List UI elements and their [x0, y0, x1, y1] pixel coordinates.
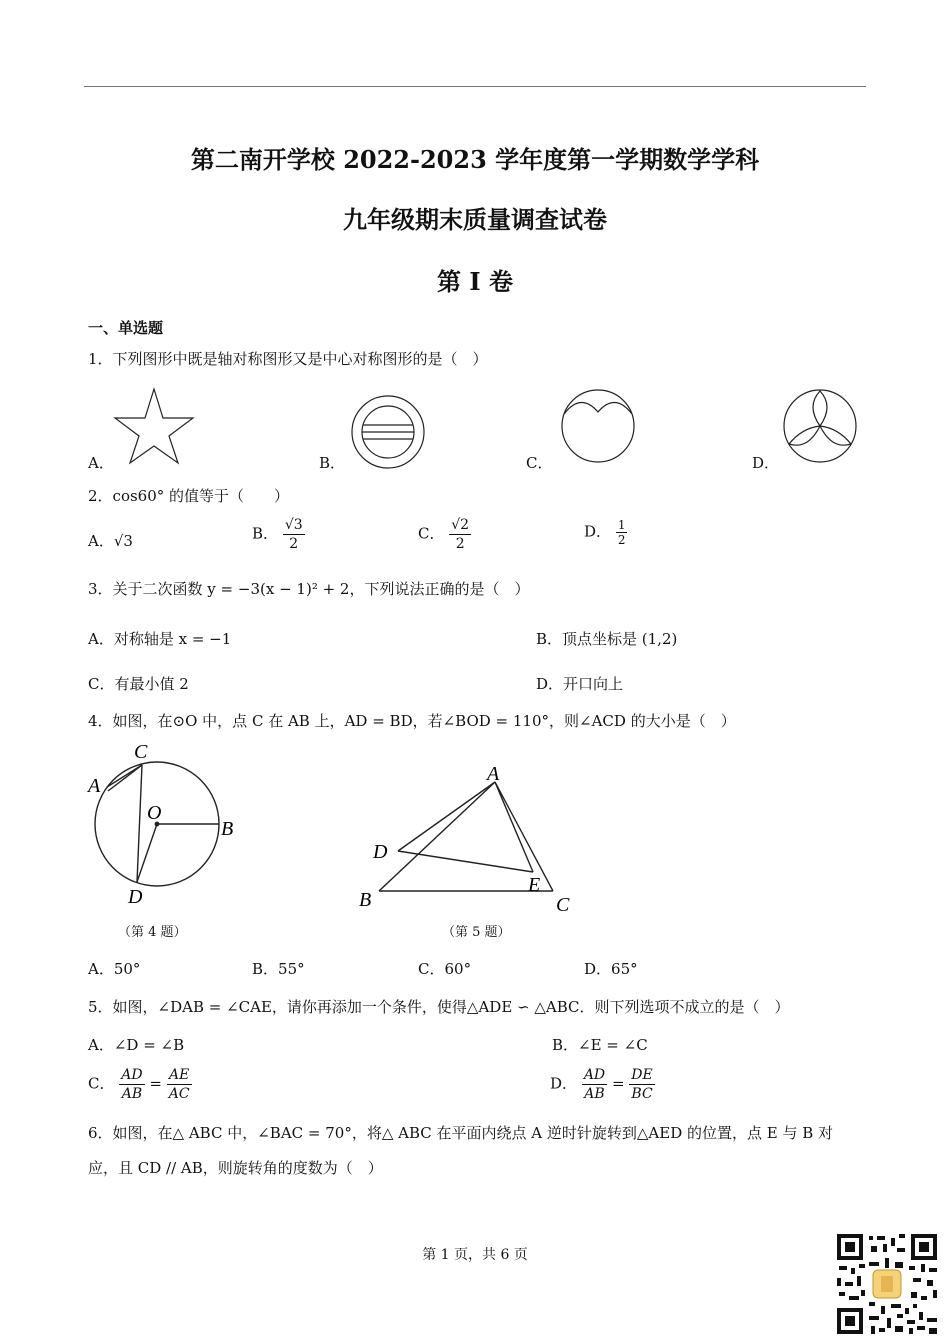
figure-5-caption: （第 5 题） — [442, 925, 511, 940]
q5-option-d-fraction-right: $\frac{DE}{BC}$ — [631, 1067, 653, 1102]
point-label-c: C — [556, 894, 570, 916]
q2-option-d-label: D． — [584, 522, 612, 541]
circle-trefoil-figure — [780, 388, 860, 468]
q5-option-c-fraction-right: $\frac{AE}{AC}$ — [168, 1067, 190, 1102]
q2-option-d — [584, 518, 627, 547]
q2-option-c-fraction: $\frac{√2}{2}$ — [451, 517, 470, 552]
page-footer: 第 1 页，共 6 页 — [422, 1247, 528, 1263]
exam-subtitle: 九年级期末质量调查试卷 — [343, 205, 607, 234]
point-label-d: D — [128, 886, 143, 908]
section-heading: 一、单选题 — [88, 319, 164, 337]
q5-option-d-fraction-left: $\frac{AD}{AB}$ — [583, 1067, 606, 1102]
top-rule — [84, 86, 866, 87]
question-2-stem: 2．cos60° 的值等于（ ） — [88, 487, 290, 505]
q5-option-c-fraction-left: $\frac{AD}{AB}$ — [121, 1067, 143, 1102]
point-label-b: B — [221, 818, 234, 840]
equals-sign: = — [611, 1074, 625, 1093]
q2-option-b — [252, 516, 305, 553]
sqrt-symbol: √ — [113, 532, 124, 550]
q5-option-c-label: C． — [88, 1074, 115, 1093]
q2-option-a — [88, 530, 133, 551]
point-label-a: A — [487, 763, 500, 785]
star-figure — [112, 385, 196, 465]
q5-triangle-figure — [355, 760, 585, 920]
q5-option-c — [88, 1066, 192, 1103]
q4-option-c: C．60° — [418, 960, 472, 978]
q4-option-b: B．55° — [252, 960, 305, 978]
q5-option-a: A．∠D = ∠B — [88, 1036, 185, 1054]
question-5-stem: 5．如图，∠DAB = ∠CAE，请你再添加一个条件，使得△ADE ∽ △ABC．则下列选项不成立的是（ ） — [88, 998, 790, 1016]
point-label-a: A — [88, 775, 101, 797]
q2-option-a-label: A． — [88, 532, 114, 550]
circle-bars-figure — [348, 392, 428, 472]
question-6-line-1: 6．如图，在△ ABC 中，∠BAC = 70°，将△ ABC 在平面内绕点 A 逆时针旋转到△AED 的位置，点 E 与 B 对 — [88, 1124, 834, 1142]
point-label-b: B — [359, 889, 372, 911]
q3-option-a: A．对称轴是 x = −1 — [88, 630, 232, 648]
qr-code-image — [835, 1232, 939, 1336]
q4-option-d: D．65° — [584, 960, 638, 978]
q3-option-d: D．开口向上 — [536, 675, 624, 693]
point-label-d: D — [373, 841, 388, 863]
question-6-line-2: 应，且 CD // AB，则旋转角的度数为（ ） — [88, 1159, 383, 1177]
q5-option-b: B．∠E = ∠C — [552, 1036, 648, 1054]
q2-option-b-fraction: $\frac{√3}{2}$ — [284, 517, 303, 552]
q4-option-a: A．50° — [88, 960, 141, 978]
q5-option-d-label: D． — [550, 1074, 578, 1093]
q4-circle-figure — [80, 735, 250, 915]
q1-option-d-label: D． — [752, 454, 780, 472]
volume-title: 第 I 卷 — [437, 267, 513, 296]
q2-option-d-fraction: $\frac{1}{2}$ — [617, 518, 626, 547]
q2-option-b-label: B． — [252, 524, 279, 543]
q1-option-a-label: A． — [88, 454, 114, 472]
q2-option-c — [418, 516, 471, 553]
q2-option-c-label: C． — [418, 524, 445, 543]
figure-4-caption: （第 4 题） — [118, 925, 187, 940]
q5-option-d — [550, 1066, 655, 1103]
point-label-o: O — [147, 802, 162, 824]
q3-option-b: B．顶点坐标是 (1,2) — [536, 630, 678, 648]
exam-title: 第二南开学校 2022-2023 学年度第一学期数学学科 — [190, 145, 760, 174]
q1-option-b-label: B． — [319, 454, 346, 472]
question-4-stem: 4．如图，在⊙O 中，点 C 在 AB 上，AD = BD，若∠BOD = 110°，则∠ACD 的大小是（ ） — [88, 712, 736, 730]
q2-option-a-value: 3 — [123, 532, 133, 550]
q3-option-c: C．有最小值 2 — [88, 675, 189, 693]
q1-option-c-label: C． — [526, 454, 553, 472]
point-label-c: C — [134, 741, 148, 763]
question-1-stem: 1．下列图形中既是轴对称图形又是中心对称图形的是（ ） — [88, 350, 488, 368]
circle-heart-figure — [558, 388, 638, 468]
equals-sign: = — [149, 1074, 162, 1093]
point-label-e: E — [528, 874, 541, 896]
question-3-stem: 3．关于二次函数 y = −3(x − 1)² + 2，下列说法正确的是（ ） — [88, 580, 530, 598]
